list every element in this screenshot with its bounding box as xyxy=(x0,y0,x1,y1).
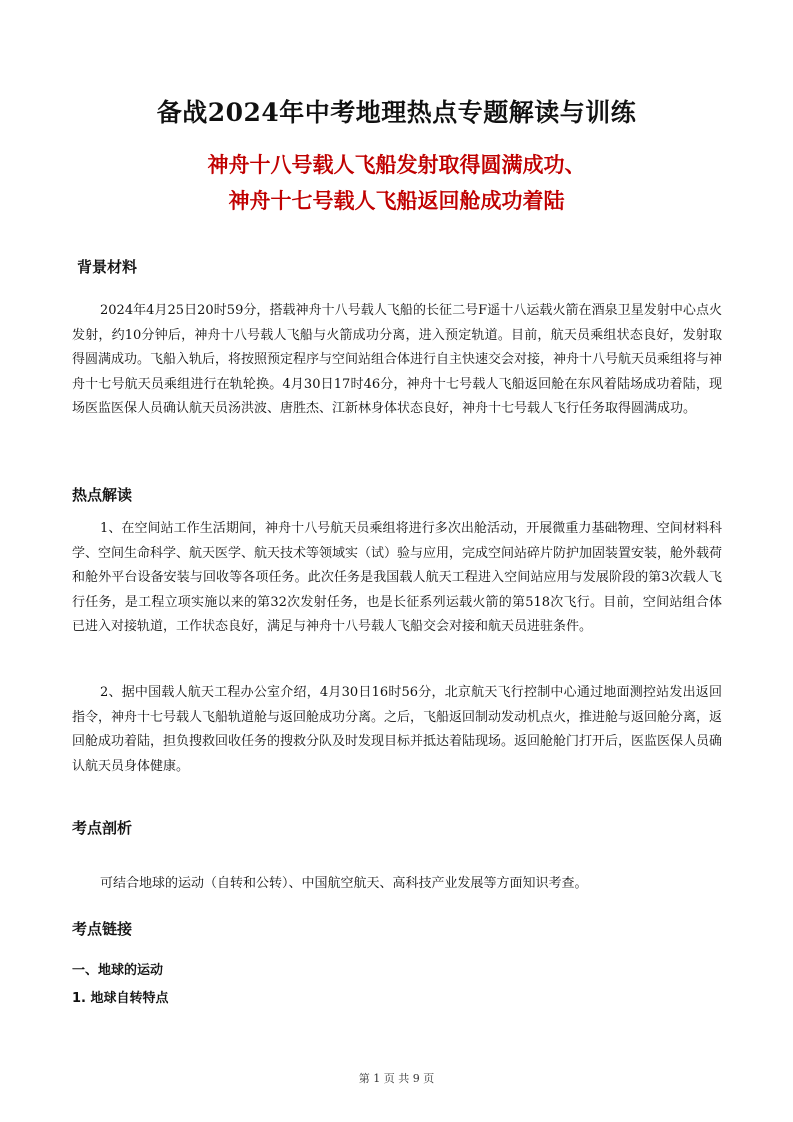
analysis-paragraph: 可结合地球的运动（自转和公转）、中国航空航天、高科技产业发展等方面知识考查。 xyxy=(100,876,588,891)
section-heading-hotspot: 热点解读 xyxy=(72,486,133,504)
page-footer: 第 1 页 共 9 页 xyxy=(358,1072,435,1085)
links-subheading-2: 1. 地球自转特点 xyxy=(72,991,169,1006)
subtitle-line-1: 神舟十八号载人飞船发射取得圆满成功、 xyxy=(207,153,586,177)
section-heading-background: 背景材料 xyxy=(77,258,138,276)
page-title: 备战2024年中考地理热点专题解读与训练 xyxy=(156,98,637,127)
section-heading-links: 考点链接 xyxy=(72,920,133,938)
hotspot-paragraph-2: 2、据中国载人航天工程办公室介绍，4月30日16时56分，北京航天飞行控制中心通过地面测控站发出返回指令，神舟十七号载人飞船轨道舱与返回舱成功分离。之后，飞船返回制动发动机点火，推进舱与返回舱分离，返回舱成功着陆，担负搜救回收任务的搜救分队及时发现目标并抵达着陆现场。返回舱舱门打开后，医监医保人员确认航天员身体健康。 xyxy=(72,685,723,774)
hotspot-paragraph-1: 1、在空间站工作生活期间，神舟十八号航天员乘组将进行多次出舱活动，开展微重力基础物理、空间材料科学、空间生命科学、航天医学、航天技术等领域实（试）验与应用，完成空间站碎片防护加固装置安装，舱外载荷和舱外平台设备安装与回收等各项任务。此次任务是我国载人航天工程进入空间站应用与发展阶段的第3次载人飞行任务，是工程立项实施以来的第32次发射任务，也是长征系列运载火箭的第518次飞行。目前，空间站组合体已进入对接轨道，工作状态良好，满足与神舟十八号载人飞船交会对接和航天员进驻条件。 xyxy=(72,521,723,634)
links-subheading-1: 一、地球的运动 xyxy=(72,963,164,978)
subtitle-line-2: 神舟十七号载人飞船返回舱成功着陆 xyxy=(228,189,565,213)
background-paragraph: 2024年4月25日20时59分，搭载神舟十八号载人飞船的长征二号F遥十八运载火箭在酒泉卫星发射中心点火发射，约10分钟后，神舟十八号载人飞船与火箭成功分离，进入预定轨道。目前，航天员乘组状态良好，发射取得圆满成功。飞船入轨后，将按照预定程序与空间站组合体进行自主快速交会对接，神舟十八号航天员乘组将与神舟十七号航天员乘组进行在轨轮换。4月30日17时46分，神舟十七号载人飞船返回舱在东风着陆场成功着陆，现场医监医保人员确认航天员汤洪波、唐胜杰、江新林身体状态良好，神舟十七号载人飞行任务取得圆满成功。 xyxy=(72,303,723,416)
section-heading-analysis: 考点剖析 xyxy=(72,819,133,837)
